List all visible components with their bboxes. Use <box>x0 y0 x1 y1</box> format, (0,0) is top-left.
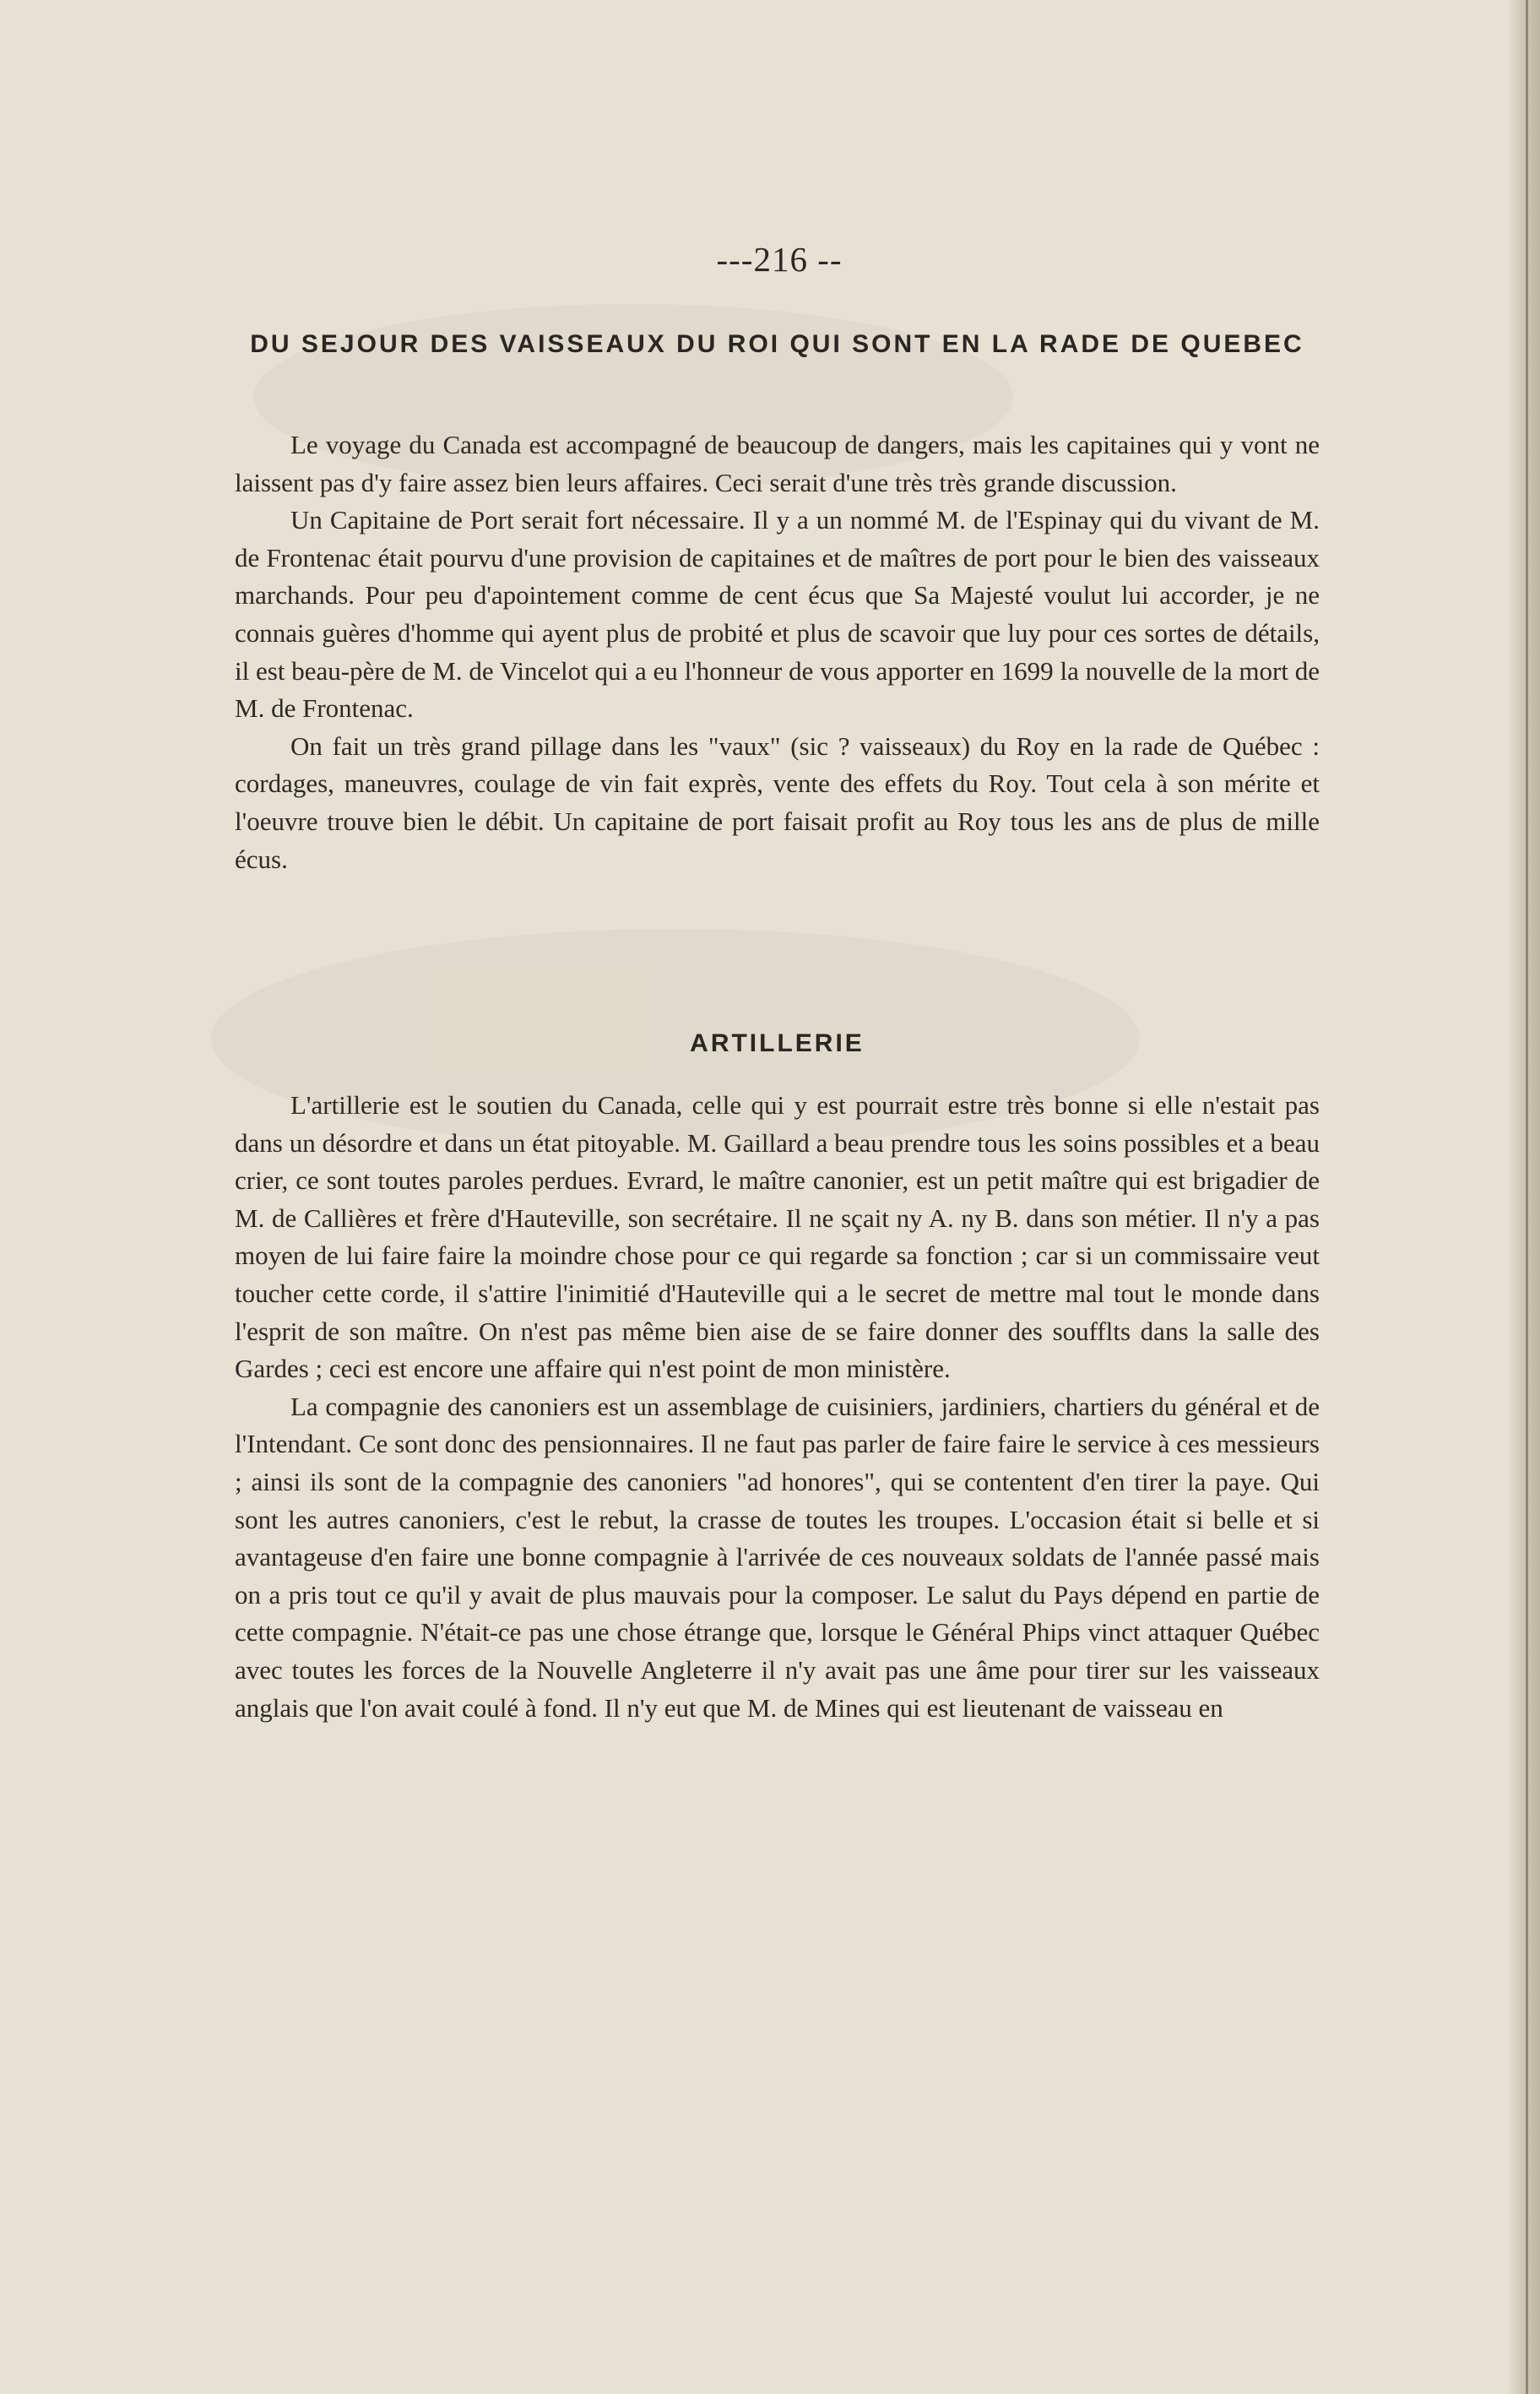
section-heading: DU SEJOUR DES VAISSEAUX DU ROI QUI SONT EN LA RADE DE QUEBEC <box>250 330 1304 358</box>
page-edge <box>1510 0 1540 2394</box>
section-heading-artillerie: ARTILLERIE <box>690 1029 865 1057</box>
paragraph: L'artillerie est le soutien du Canada, celle qui y est pourrait estre très bonne si elle n'estait pas dans un désordre et dans un état pitoyable. M. Gaillard a beau prendre tous les soins possibles et a beau crier, ce sont toutes paroles perdues. Evrard, le maître canonier, est un petit maître qui est brigadier de M. de Callières et frère d'Hauteville, son secrétaire. Il ne sçait ny A. ny B. dans son métier. Il n'y a pas moyen de lui faire faire la moindre chose pour ce qui regarde sa fonction ; car si un commissaire veut toucher cette corde, il s'attire l'inimitié d'Hauteville qui a le secret de mettre mal tout le monde dans l'esprit de son maître. On n'est pas même bien aise de se faire donner des soufflts dans la salle des Gardes ; ceci est encore une affaire qui n'est point de mon ministère. <box>235 1090 1320 1384</box>
section-body <box>235 426 1320 878</box>
paragraph: Le voyage du Canada est accompagné de beaucoup de dangers, mais les capitaines qui y vont ne laissent pas d'y faire assez bien leurs affaires. Ceci serait d'une très très grande discussion. <box>235 430 1320 497</box>
paragraph: La compagnie des canoniers est un assemblage de cuisiniers, jardiniers, chartiers du général et de l'Intendant. Ce sont donc des pensionnaires. Il ne faut pas parler de faire faire le service à ces messieurs ; ainsi ils sont de la compagnie des canoniers "ad honores", qui se contentent d'en tirer la paye. Qui sont les autres canoniers, c'est le rebut, la crasse de toutes les troupes. L'occasion était si belle et si avantageuse d'en faire une bonne compagnie à l'arrivée de ces nouveaux soldats de l'année passé mais on a pris tout ce qu'il y avait de plus mauvais pour la composer. Le salut du Pays dépend en partie de cette compagnie. N'était-ce pas une chose étrange que, lorsque le Général Phips vinct attaquer Québec avec toutes les forces de la Nouvelle Angleterre il n'y avait pas une âme pour tirer sur les vaisseaux anglais que l'on avait coulé à fond. Il n'y eut que M. de Mines qui est lieutenant de vaisseau en <box>235 1391 1320 1723</box>
page-number: ---216 -- <box>716 240 843 279</box>
section-body-artillerie <box>235 1087 1320 1727</box>
paragraph: Un Capitaine de Port serait fort nécessaire. Il y a un nommé M. de l'Espinay qui du vivant de M. de Frontenac était pourvu d'une provision de capitaines et de maîtres de port pour le bien des vaisseaux marchands. Pour peu d'apointement comme de cent écus que Sa Majesté voulut lui accorder, je ne connais guères d'homme qui ayent plus de probité et plus de scavoir que luy pour ces sortes de détails, il est beau-père de M. de Vincelot qui a eu l'honneur de vous apporter en 1699 la nouvelle de la mort de M. de Frontenac. <box>235 505 1320 724</box>
paragraph: On fait un très grand pillage dans les "vaux" (sic ? vaisseaux) du Roy en la rade de Québec : cordages, maneuvres, coulage de vin fait exprès, vente des effets du Roy. Tout cela à son mérite et l'oeuvre trouve bien le débit. Un capitaine de port faisait profit au Roy tous les ans de plus de mille écus. <box>235 730 1320 874</box>
binding-line <box>1526 0 1528 2394</box>
